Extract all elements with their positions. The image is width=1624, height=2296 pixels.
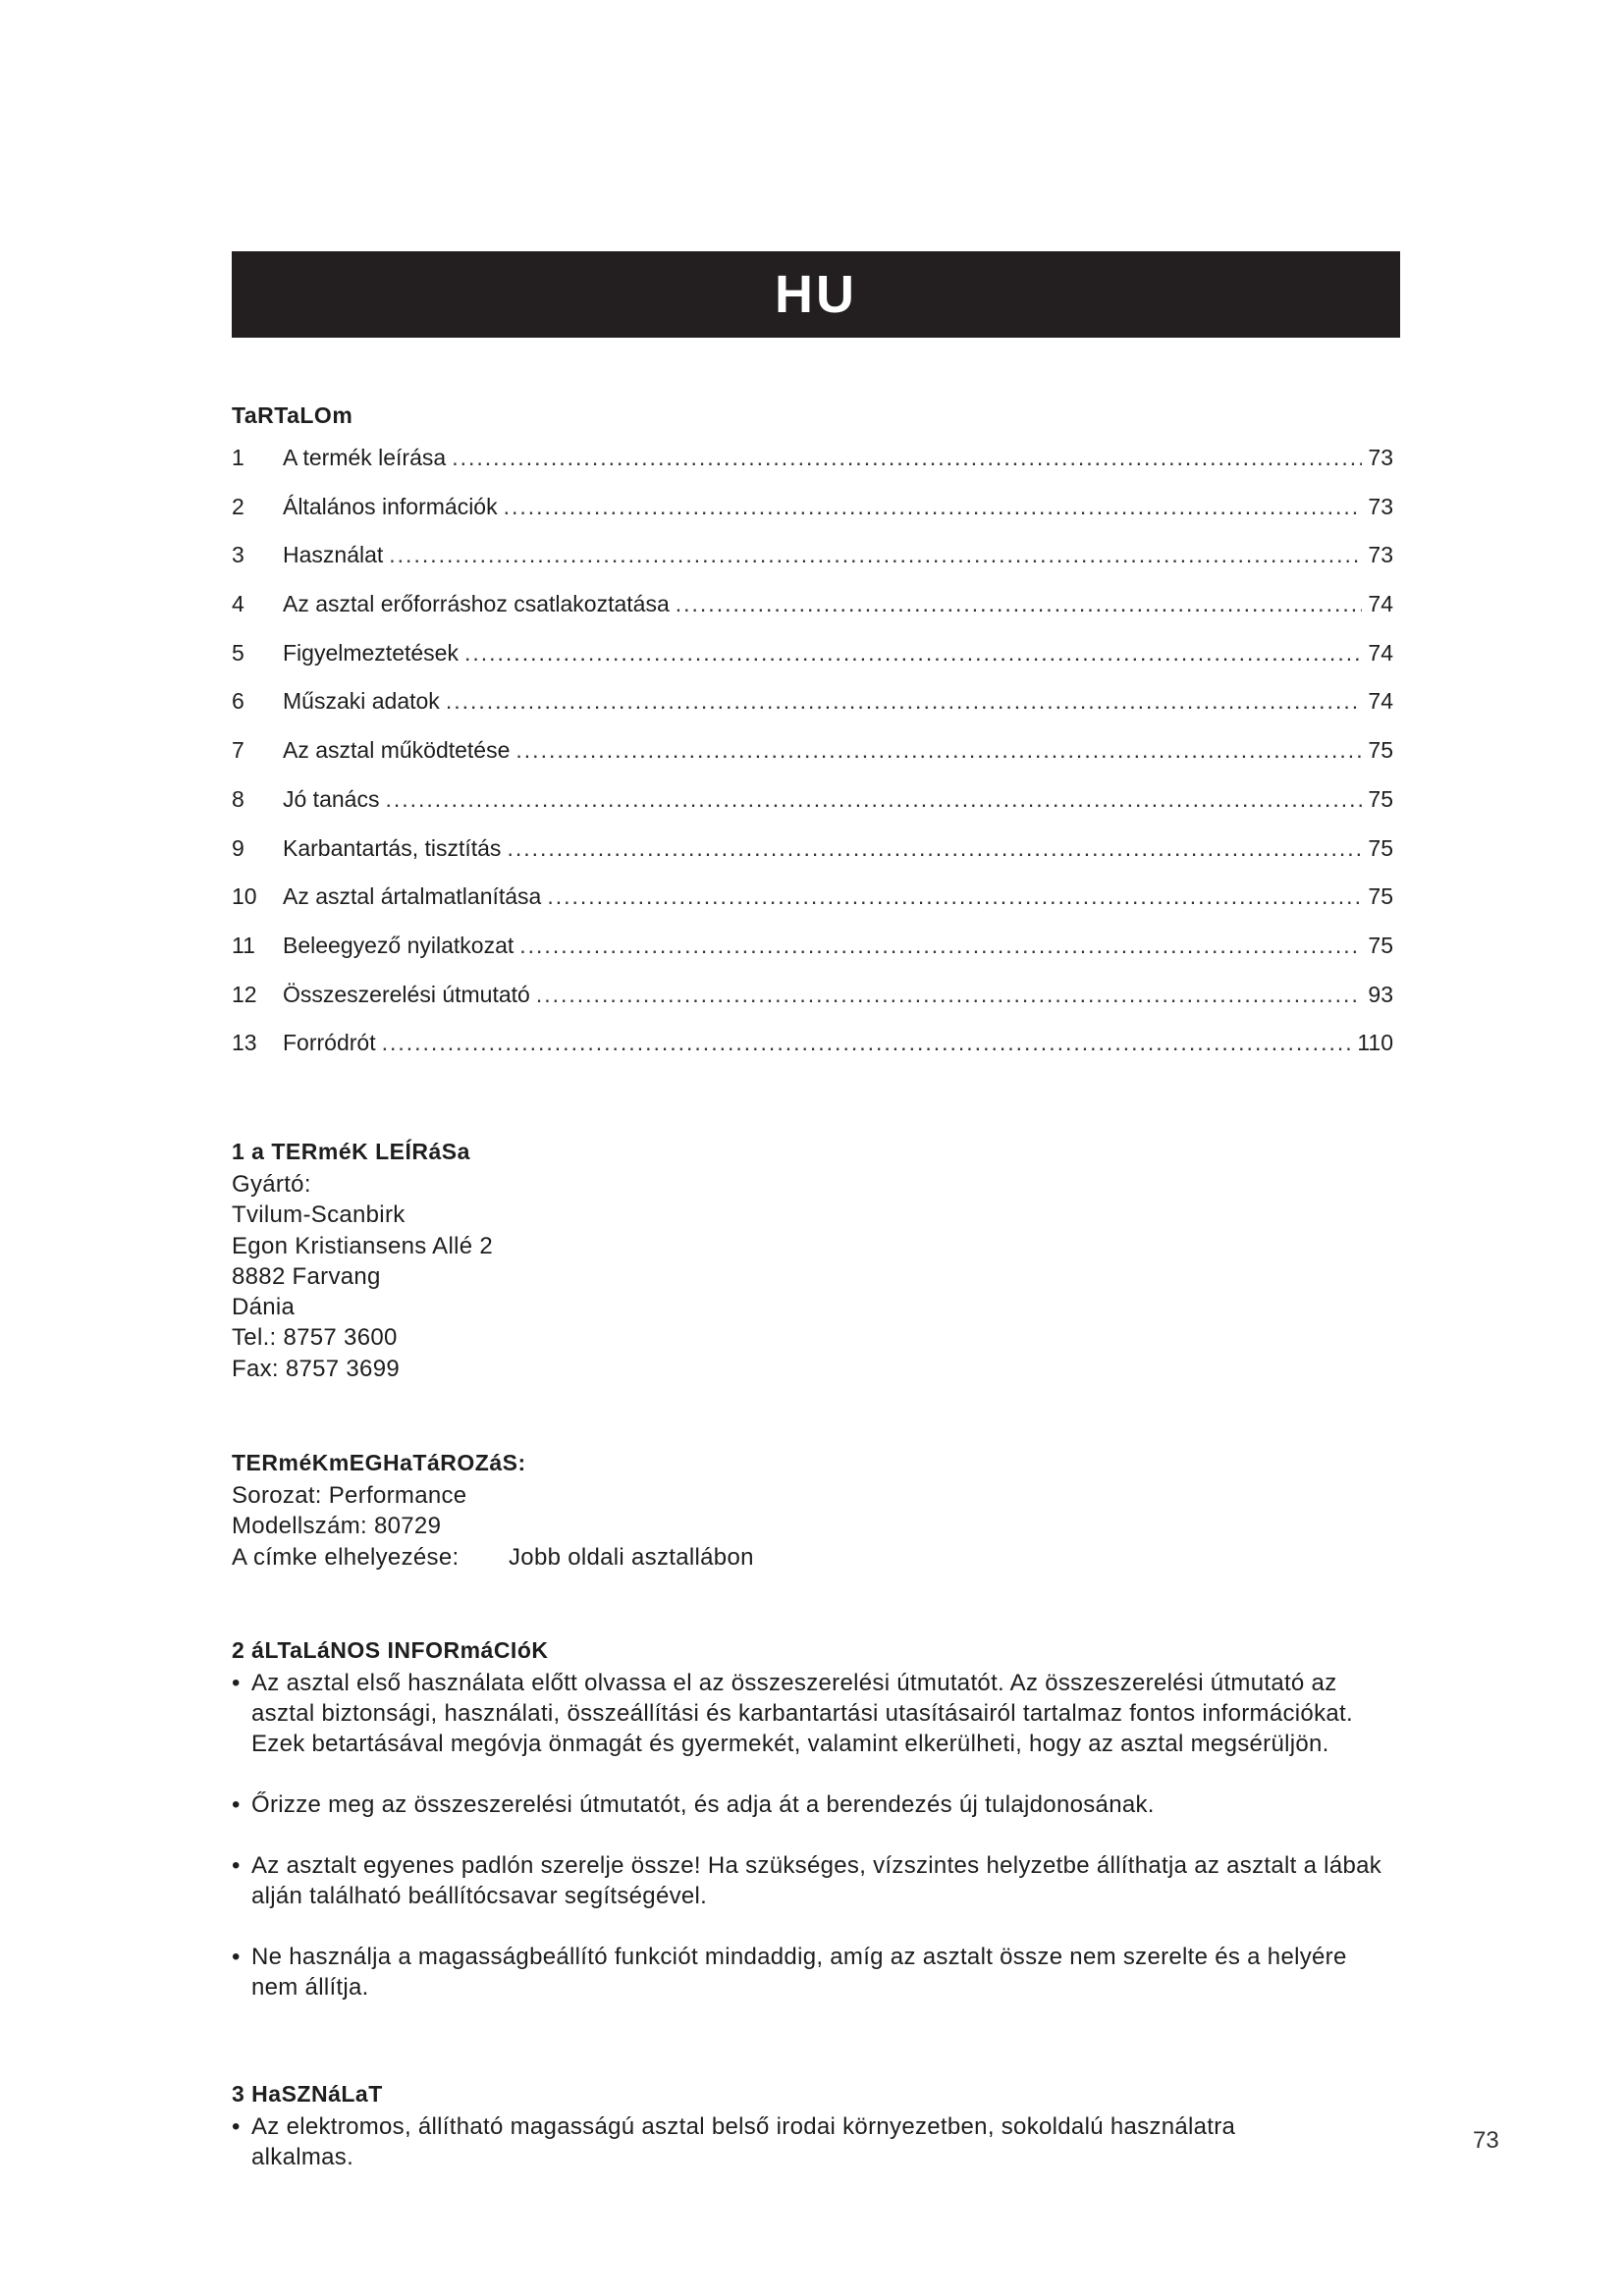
toc-entry-title: Forródrót xyxy=(283,1030,376,1056)
bullet-item xyxy=(232,1942,1400,2002)
manufacturer-info xyxy=(232,1169,493,1384)
toc-dot-leader xyxy=(507,835,1362,862)
toc-entry xyxy=(232,445,1393,494)
toc-entry-title: Általános információk xyxy=(283,493,498,519)
page-number: 73 xyxy=(1473,2127,1499,2154)
toc-heading: TaRTaLOm xyxy=(232,402,353,428)
toc-entry xyxy=(232,786,1393,835)
toc-entry-number: 7 xyxy=(232,737,244,764)
toc-dot-leader xyxy=(547,883,1362,910)
series-line: Sorozat: Performance xyxy=(232,1482,467,1509)
toc-entry-number: 11 xyxy=(232,932,255,958)
section-2-bullets xyxy=(232,1668,1400,2033)
toc-dot-leader xyxy=(676,591,1363,617)
bullet-text: Az elektromos, állítható magasságú asztal belső irodai környezetben, sokoldalú használatra alkalmas. xyxy=(251,2113,1236,2170)
manufacturer-line: 8882 Farvang xyxy=(232,1262,381,1290)
label-placement-key: A címke elhelyezése: xyxy=(232,1543,460,1571)
toc-entry-number: 2 xyxy=(232,493,244,519)
bullet-item xyxy=(232,1668,1400,1759)
toc-entry xyxy=(232,591,1393,640)
toc-entry-page: 75 xyxy=(1368,737,1393,764)
toc-entry-number: 4 xyxy=(232,591,244,617)
manufacturer-line: Dánia xyxy=(232,1294,296,1321)
toc-entry-page: 74 xyxy=(1368,591,1393,617)
manufacturer-line: Fax: 8757 3699 xyxy=(232,1355,400,1382)
toc-dot-leader xyxy=(536,982,1363,1008)
bullet-dot-icon: • xyxy=(232,1852,241,1879)
toc-dot-leader xyxy=(515,737,1362,764)
toc-entry-page: 73 xyxy=(1368,493,1393,519)
toc-entry-page: 75 xyxy=(1368,932,1393,958)
toc-entry-title: Beleegyező nyilatkozat xyxy=(283,932,514,958)
bullet-item xyxy=(232,1789,1400,1820)
toc-entry xyxy=(232,494,1393,543)
toc-entry-title: Műszaki adatok xyxy=(283,688,440,715)
toc-entry xyxy=(232,1030,1393,1079)
toc-entry-title: Az asztal erőforráshoz csatlakoztatása xyxy=(283,591,670,617)
bullet-text: Az asztal első használata előtt olvassa el az összeszerelési útmutatót. Az összeszerelési útmutató az asztal biztonsági, használati, összeállítási és karbantartási utasításairól tartalmaz fontos információkat. Ezek betartásával megóvja önmagát és gyermekét, valamint elkerülheti, hogy az asztal megsérüljön. xyxy=(251,1670,1353,1757)
section-1-heading: 1 a TERméK LEÍRáSa xyxy=(232,1139,470,1164)
toc-entry xyxy=(232,542,1393,591)
section-3-heading: 3 HaSZNáLaT xyxy=(232,2081,383,2107)
toc-entry xyxy=(232,883,1393,933)
toc-entry-page: 75 xyxy=(1368,883,1393,910)
toc-entry-page: 75 xyxy=(1368,785,1393,812)
toc-entry-number: 10 xyxy=(232,883,257,910)
toc-entry-number: 9 xyxy=(232,834,244,861)
toc-entry xyxy=(232,640,1393,689)
toc-entry-page: 74 xyxy=(1368,639,1393,666)
toc-entry xyxy=(232,688,1393,737)
toc-entry-number: 5 xyxy=(232,639,244,666)
language-banner xyxy=(232,251,1400,338)
toc-dot-leader xyxy=(519,933,1362,959)
bullet-dot-icon: • xyxy=(232,1670,241,1696)
product-definition-heading: TERméKmEGHaTáROZáS: xyxy=(232,1450,526,1475)
toc-entry xyxy=(232,737,1393,786)
toc-entry-number: 13 xyxy=(232,1030,257,1056)
toc-dot-leader xyxy=(382,1030,1352,1056)
toc-entry-page: 73 xyxy=(1368,542,1393,568)
toc-entry-page: 93 xyxy=(1368,981,1393,1007)
bullet-text: Az asztalt egyenes padlón szerelje össze! Ha szükséges, vízszintes helyzetbe állíthatja az asztalt a lábak alján található beállítócsavar segítségével. xyxy=(251,1852,1382,1909)
toc-entry-number: 6 xyxy=(232,688,244,715)
toc-entry-title: Az asztal működtetése xyxy=(283,737,511,764)
label-placement-value: Jobb oldali asztallábon xyxy=(509,1543,754,1571)
toc-dot-leader xyxy=(464,640,1362,667)
toc-dot-leader xyxy=(504,494,1363,520)
toc-entry-number: 1 xyxy=(232,445,244,470)
toc-entry-title: Karbantartás, tisztítás xyxy=(283,834,502,861)
toc-entry-title: A termék leírása xyxy=(283,445,447,470)
bullet-item xyxy=(232,1850,1400,1911)
toc-dot-leader xyxy=(446,688,1363,715)
toc-entry xyxy=(232,835,1393,884)
manufacturer-line: Gyártó: xyxy=(232,1171,311,1198)
bullet-text: Őrizze meg az összeszerelési útmutatót, és adja át a berendezés új tulajdonosának. xyxy=(251,1791,1155,1818)
language-code: HU xyxy=(775,265,857,324)
toc-dot-leader xyxy=(389,542,1362,568)
toc-entry-title: Figyelmeztetések xyxy=(283,639,459,666)
toc-entry-title: Jó tanács xyxy=(283,785,380,812)
section-3-bullets xyxy=(232,2111,1341,2203)
toc-entry xyxy=(232,982,1393,1031)
manufacturer-line: Tvilum-Scanbirk xyxy=(232,1201,406,1229)
toc-entry-page: 75 xyxy=(1368,834,1393,861)
toc-entry-title: Összeszerelési útmutató xyxy=(283,981,530,1007)
manufacturer-line: Tel.: 8757 3600 xyxy=(232,1324,398,1352)
toc-dot-leader xyxy=(452,445,1362,471)
toc-entry-title: Használat xyxy=(283,542,384,568)
bullet-item xyxy=(232,2111,1341,2172)
toc-entry-number: 8 xyxy=(232,785,244,812)
toc-entry-number: 12 xyxy=(232,981,257,1007)
bullet-dot-icon: • xyxy=(232,2113,241,2140)
bullet-dot-icon: • xyxy=(232,1944,241,1970)
table-of-contents xyxy=(232,445,1393,1079)
toc-entry-page: 73 xyxy=(1368,445,1393,470)
toc-entry-page: 74 xyxy=(1368,688,1393,715)
product-definition xyxy=(232,1480,754,1573)
bullet-dot-icon: • xyxy=(232,1791,241,1818)
toc-dot-leader xyxy=(385,786,1362,813)
model-line: Modellszám: 80729 xyxy=(232,1513,442,1540)
bullet-text: Ne használja a magasságbeállító funkciót mindaddig, amíg az asztalt össze nem szerelte és a helyére nem állítja. xyxy=(251,1944,1347,2001)
toc-entry-page: 110 xyxy=(1357,1030,1393,1056)
label-placement-row xyxy=(232,1542,754,1573)
toc-entry-number: 3 xyxy=(232,542,244,568)
toc-entry xyxy=(232,933,1393,982)
section-2-heading: 2 áLTaLáNOS INFORmáCIóK xyxy=(232,1637,549,1663)
manufacturer-line: Egon Kristiansens Allé 2 xyxy=(232,1232,494,1259)
toc-entry-title: Az asztal ártalmatlanítása xyxy=(283,883,542,910)
